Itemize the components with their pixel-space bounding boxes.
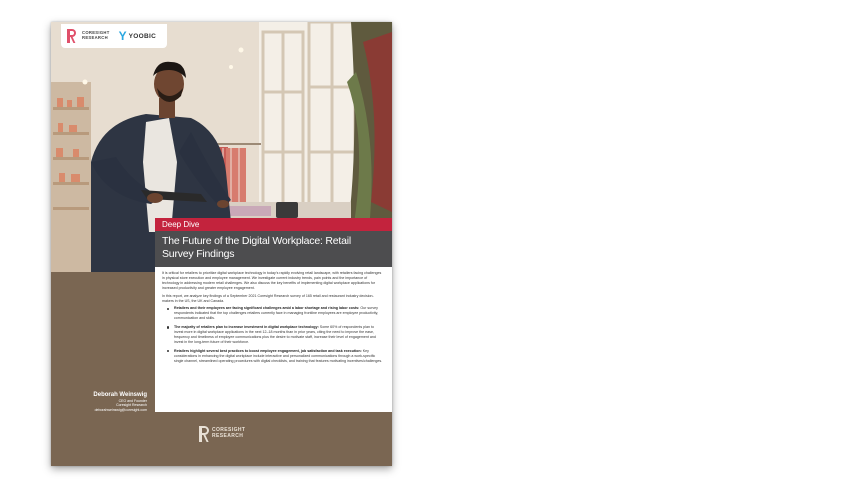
finding-heading: Retailers and their employees are facing significant challenges amid a labor shortage and rising labor costs: [174, 306, 360, 311]
coresight-logo-icon [67, 29, 77, 43]
finding-item [174, 349, 384, 364]
intro-paragraph-2: In this report, we analyze key findings of a September 2021 Coresight Research survey of 165 retail and restaurant industry decision-makers in the US, the UK and Canada. [162, 293, 374, 303]
finding-text: Key considerations in enhancing the digital workplace include interactive and personalized communications through a work-specific single channel, streamlined operating procedures with digital checklists, and training that features motivating incentives/challenges. [174, 348, 383, 363]
yoobic-logo-text: YOOBIC [128, 32, 157, 40]
finding-text: Some 60% of respondents plan to invest more in digital workplace applications in the next 12–18 months than in prior years, citing the need to improve the ease, frequency and timeliness of employee communications plus the desire to motivate staff, increase their level of engagement and invest in the long-term future of their workforce. [174, 325, 376, 344]
finding-heading: The majority of retailers plan to increase investment in digital workplace technology: [174, 325, 319, 330]
yoobic-logo [119, 30, 156, 42]
key-findings-list [162, 306, 384, 363]
finding-item [174, 325, 384, 345]
footer-logo [199, 426, 245, 442]
finding-heading: Retailers highlight several best practices to boost employee engagement, job satisfaction and task execution: [174, 348, 362, 353]
author-org: Coresight Research [116, 403, 147, 408]
author-block [59, 392, 147, 412]
author-name: Deborah Weinswig [93, 392, 147, 398]
coresight-logo-text: CORESIGHT RESEARCH [82, 30, 110, 40]
author-role: CEO and Founder [118, 399, 147, 403]
finding-item [174, 306, 384, 321]
report-type-tag: Deep Dive [155, 218, 392, 231]
author-email[interactable]: deborahweinswig@coresight.com [94, 407, 147, 412]
intro-paragraph-1: It is critical for retailers to prioritize digital workplace technology in today’s rapidly evolving retail landscape, with retailers facing challenges in physical store execution and employee management. We investigate current industry trends, pain points and the importance of technology in addressing modern retail challenges. We also discuss the key benefits of implementing digital workplace applications for increased productivity and greater employee engagement. [162, 271, 382, 290]
yoobic-logo-icon: Y [118, 29, 127, 43]
finding-text: Our survey respondents indicated that the top challenges retailers currently face in managing frontline employees are employee productivity, communication and skills. [174, 306, 379, 321]
coresight-logo-icon [199, 426, 209, 442]
report-cover [51, 22, 392, 466]
report-summary [155, 267, 392, 412]
header-logo-bar [61, 24, 167, 48]
footer-logo-text: CORESIGHT RESEARCH [212, 427, 246, 439]
report-title: The Future of the Digital Workplace: Retail Survey Findings [155, 231, 392, 267]
